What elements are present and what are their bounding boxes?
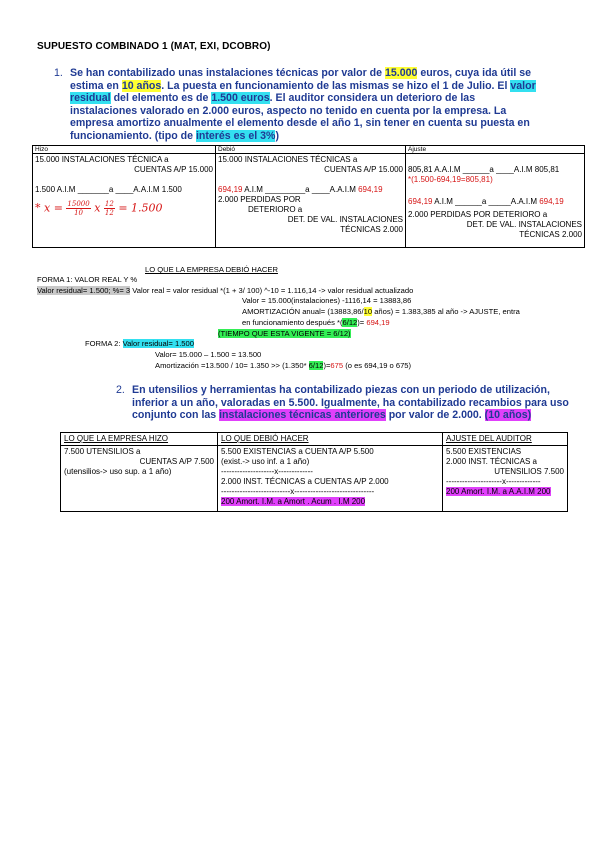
formula-times: x xyxy=(94,201,101,215)
calc-text: años) = 1.383,385 al año -> AJUSTE, entra xyxy=(372,307,520,316)
entry-line xyxy=(446,487,564,497)
entry-line: 2.000 INST. TÉCNICAS a xyxy=(446,457,537,466)
entry-line: 805,81 A.A.I.M ______a ____A.I.M 805,81 xyxy=(408,165,560,174)
entry-line: 5.500 EXISTENCIAS a CUENTA A/P 5.500 xyxy=(221,447,374,456)
forma-1-line-4 xyxy=(242,318,390,328)
red-amount: 694,19 xyxy=(218,185,243,194)
forma-2-line-1: Valor= 15.000 – 1.500 = 13.500 xyxy=(155,350,262,359)
question-2 xyxy=(116,384,570,422)
q2-value-years: (10 años) xyxy=(484,409,532,422)
formula-result: = 1.500 xyxy=(118,201,163,215)
q1-value-interest: interés es el 3% xyxy=(195,129,276,142)
fraction-1-bottom: 10 xyxy=(74,209,84,217)
entries-table-1 xyxy=(32,145,585,248)
q2-value-installations: instalaciones técnicas anteriores xyxy=(219,409,386,422)
highlight-amortization: 200 Amort. I.M. a Amort . Acum . I.M 200 xyxy=(221,497,366,506)
entry-line xyxy=(408,197,582,207)
entry-line: DET. DE VAL. INSTALACIONES xyxy=(287,215,403,224)
residual-value-label: Valor residual= 1.500; %= 3 xyxy=(37,286,131,295)
entry-line xyxy=(221,497,439,507)
header-empresa-hizo: LO QUE LA EMPRESA HIZO xyxy=(61,433,218,446)
q1-value-amount: 15.000 xyxy=(384,67,418,79)
q2-text-2: por valor de 2.000. xyxy=(385,409,485,422)
calc-text: AMORTIZACIÓN anual= (13883,86/ xyxy=(242,307,364,316)
fraction-2-bottom: 12 xyxy=(104,209,114,217)
fraction-2-top: 12 xyxy=(104,200,114,208)
cell-empresa-hizo xyxy=(61,446,218,512)
forma-1-line-1 xyxy=(37,286,413,296)
q1-text-1: Se han contabilizado unas instalaciones técnicas por valor de xyxy=(70,67,385,79)
entry-text: A.I.M ______a _____A.A.I.M xyxy=(432,197,540,206)
question-1-number: 1. xyxy=(54,67,63,79)
header-debio-hacer: LO QUE DEBIÓ HACER xyxy=(218,433,443,446)
separator-line: ---------------------x------------- xyxy=(446,477,541,486)
forma-1-heading: FORMA 1: VALOR REAL Y % xyxy=(37,275,138,284)
cell-ajuste-auditor xyxy=(443,446,568,512)
highlight-amortization: 200 Amort. I.M. a A.A.I.M 200 xyxy=(446,487,551,496)
q1-text-3: . La puesta en funcionamiento de las mismas se hizo el 1 de Julio. El xyxy=(161,79,511,92)
entry-line: TÉCNICAS 2.000 xyxy=(519,230,582,239)
calc-text: )= xyxy=(357,318,367,327)
q1-text-6: ) xyxy=(275,129,279,142)
table-2-header xyxy=(61,433,568,446)
q1-value-years: 10 años xyxy=(121,79,162,92)
calc-text: )= xyxy=(323,361,331,370)
table-2-row xyxy=(61,446,568,512)
q1-text-2: euros, cuya ida útil se estima en xyxy=(70,67,532,92)
calc-text: en funcionamiento después *( xyxy=(242,318,343,327)
entry-line: TÉCNICAS 2.000 xyxy=(340,225,403,234)
entry-line: 15.000 INSTALACIONES TÉCNICA a xyxy=(35,155,169,164)
forma-2-label: FORMA 2: xyxy=(85,339,123,348)
calc-text: (o es 694,19 o 675) xyxy=(343,361,412,370)
fraction-1-top: 15000 xyxy=(67,200,90,208)
question-2-number: 2. xyxy=(116,384,125,396)
fraction-1 xyxy=(66,200,90,217)
forma-2-line-2 xyxy=(155,361,411,371)
cell-hizo xyxy=(33,154,216,248)
formula-lhs: * x = xyxy=(35,201,63,215)
forma-2-residual: Valor residual= 1.500 xyxy=(122,339,194,348)
cell-debio-hacer xyxy=(218,446,443,512)
entry-line: 1.500 A.I.M _______a ____A.A.I.M 1.500 xyxy=(35,185,182,194)
entry-line: CUENTAS A/P 15.000 xyxy=(324,165,403,174)
header-ajuste-auditor: AJUSTE DEL AUDITOR xyxy=(443,433,568,446)
entry-note: (exist.-> uso inf. a 1 año) xyxy=(221,457,310,466)
forma-1-line-2: Valor = 15.000(instalaciones) -1116,14 = 13883,86 xyxy=(242,296,412,305)
entries-table-2 xyxy=(60,432,568,512)
q1-value-residual-label: valor residual xyxy=(70,79,536,105)
red-amount: 675 xyxy=(330,361,344,370)
entry-note: (utensilios-> uso sup. a 1 año) xyxy=(64,467,172,476)
red-amount: 694,19 xyxy=(539,197,564,206)
header-ajuste: Ajuste xyxy=(406,146,585,154)
header-hizo: Hizo xyxy=(33,146,216,154)
cell-debio xyxy=(216,154,406,248)
entry-line: 5.500 EXISTENCIAS xyxy=(446,447,522,456)
fraction-2 xyxy=(104,200,115,217)
entry-line: 7.500 UTENSILIOS a xyxy=(64,447,141,456)
calc-text: Valor real = valor residual *(1 + 3/ 100) ^-10 = 1.116,14 -> valor residual actualizado xyxy=(130,286,414,295)
document-title: SUPUESTO COMBINADO 1 (MAT, EXI, DCOBRO) xyxy=(37,41,271,52)
q1-value-residual: 1.500 euros xyxy=(211,92,270,105)
entry-line: 2.000 PERDIDAS POR DETERIORO a xyxy=(408,210,548,219)
amortization-formula xyxy=(35,200,213,217)
question-1 xyxy=(54,67,538,143)
red-amount: 694,19 xyxy=(358,185,383,194)
entry-note: *(1.500-694,19=805,81) xyxy=(408,175,493,184)
cell-ajuste xyxy=(406,154,585,248)
table-1-row xyxy=(33,154,585,248)
red-amount: 694,19 xyxy=(408,197,433,206)
entry-line: CUENTAS A/P 15.000 xyxy=(134,165,213,174)
separator-line: --------------------------x------------------------------ xyxy=(221,487,375,496)
entry-line: 2.000 PERDIDAS POR xyxy=(218,195,301,204)
calc-text: Amortización =13.500 / 10= 1.350 >> (1.350* xyxy=(155,361,309,370)
highlight-fraction: 6/12 xyxy=(342,318,358,327)
separator-line: --------------------x------------- xyxy=(221,467,313,476)
entry-line: CUENTAS A/P 7.500 xyxy=(139,457,214,466)
entry-line xyxy=(218,185,403,195)
forma-1-line-5 xyxy=(218,329,351,339)
section-heading: LO QUE LA EMPRESA DEBIÓ HACER xyxy=(145,265,278,274)
forma-2-heading xyxy=(85,339,194,349)
entry-line: 15.000 INSTALACIONES TÉCNICAS a xyxy=(218,155,358,164)
header-debio: Debió xyxy=(216,146,406,154)
highlight-years: 10 xyxy=(363,307,373,316)
table-1-header xyxy=(33,146,585,154)
entry-line: UTENSILIOS 7.500 xyxy=(494,467,564,476)
red-amount: 694,19 xyxy=(366,318,390,327)
forma-1-line-3 xyxy=(242,307,520,317)
q2-text-1: En utensilios y herramientas ha contabilizado piezas con un periodo de utilización, inferior a un año, valoradas en 5.500. Igualmente, ha contabilizado recambios para uso conjunto con las xyxy=(132,384,569,422)
vigente-note: (TIEMPO QUE ESTA VIGENTE = 6/12) xyxy=(218,329,351,338)
q1-text-5: . El auditor considera un deterioro de las instalaciones valorado en 2.000 euros, aspecto no tenido en cuenta por la empresa. La empresa amortizo anualmente el elemento desde el año 1, sin tener en cuenta su puesta en funcionamiento. (tipo de xyxy=(70,92,530,142)
entry-text: A.I.M _________a ____A.A.I.M xyxy=(242,185,359,194)
q1-text-4: del elemento es de xyxy=(110,92,212,105)
highlight-fraction: 6/12 xyxy=(308,361,324,370)
entry-line: DETERIORO a xyxy=(248,205,303,214)
entry-line: DET. DE VAL. INSTALACIONES xyxy=(466,220,582,229)
entry-line: 2.000 INST. TÉCNICAS a CUENTAS A/P 2.000 xyxy=(221,477,389,486)
